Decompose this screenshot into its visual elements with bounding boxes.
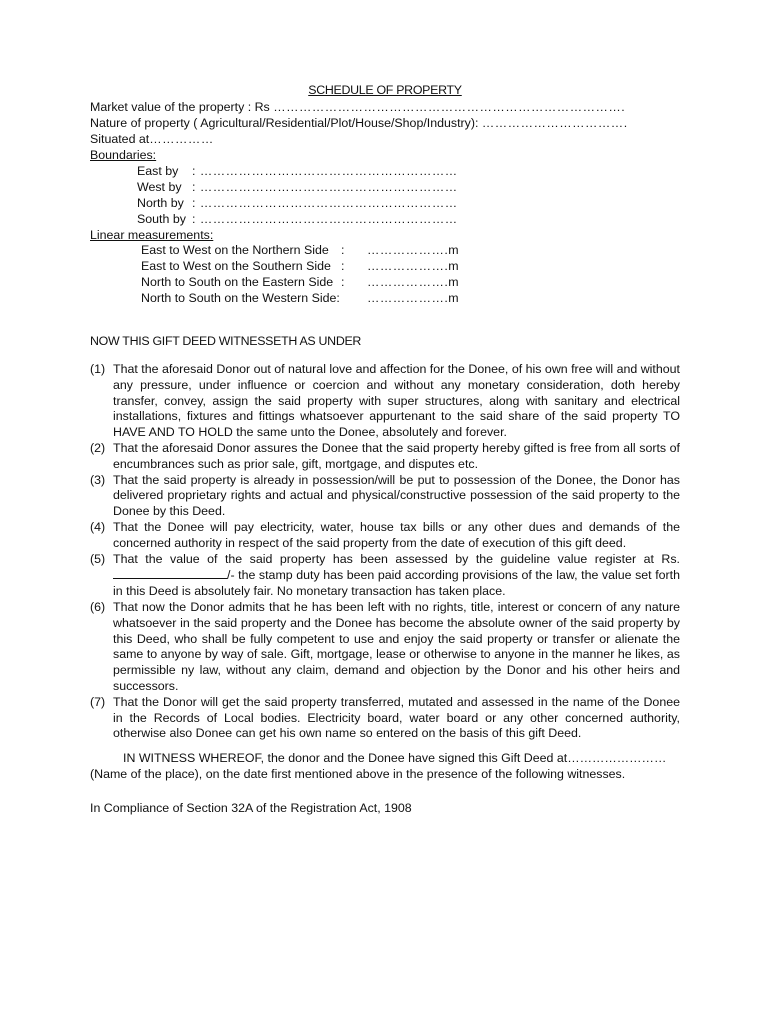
boundary-east-value: : …………………………………………………… (192, 164, 458, 178)
clause-5 (90, 552, 680, 600)
situated-blank: …………… (149, 132, 214, 146)
compliance-note: In Compliance of Section 32A of the Registration Act, 1908 (90, 801, 412, 815)
clause-7 (90, 695, 680, 742)
market-value-line (90, 100, 625, 116)
market-value-label: Market value of the property : Rs (90, 100, 270, 114)
clause-text-after-blank: /- the stamp duty has been paid according provisions of the law, the value set forth in this Deed is absolutely fair. No monetary transaction has taken place. (113, 568, 680, 599)
linear-east-side-value: ……………….m (367, 275, 460, 289)
nature-blank: ……………………………. (481, 116, 628, 130)
clause-text: That the said property is already in possession/will be put to possession of the Donee, the Donor has delivered proprietary rights and actual and physical/constructive possession of the said property to the Donee by this Deed. (113, 472, 680, 519)
schedule-title: SCHEDULE OF PROPERTY (308, 83, 462, 97)
linear-measurements-heading: Linear measurements: (90, 228, 214, 242)
witnesseth-heading: NOW THIS GIFT DEED WITNESSETH AS UNDER (90, 334, 362, 348)
linear-west-side-value: ……………….m (367, 291, 460, 305)
boundary-north-label: North by (137, 196, 184, 210)
clause-text: That now the Donor admits that he has been left with no rights, title, interest or concern of any nature whatsoever in the said property and the Donee has become the absolute owner of the said property by this Deed, who shall be fully competent to use and enjoy the said property or transfer or alienate the same to anyone by way of sale. Gift, mortgage, lease or otherwise to anyone in the manner he likes, as permissible ny law, without any claim, demand and objection by the Donor and his other heirs and successors. (113, 599, 680, 693)
nature-label: Nature of property ( Agricultural/Residential/Plot/House/Shop/Industry): (90, 116, 479, 130)
clause-text: That the Donee will pay electricity, water, house tax bills or any other dues and demands of the concerned authority in respect of the said property from the date of execution of this gift deed. (113, 519, 680, 550)
clause-number: (1) (90, 362, 106, 376)
in-witness-text: IN WITNESS WHEREOF, the donor and the Donee have signed this Gift Deed at…………………… (Name of the place), on the date first mentioned above in the presence of the following witnesses. (90, 751, 667, 781)
linear-east-side-colon: : (341, 275, 345, 289)
boundaries-heading: Boundaries: (90, 148, 157, 162)
nature-line (90, 116, 628, 132)
assessed-value-blank (113, 567, 227, 579)
clause-text: That the aforesaid Donor assures the Donee that the said property hereby gifted is free from all sorts of encumbrances such as prior sale, gift, mortgage, and disputes etc. (113, 440, 680, 471)
clause-3 (90, 473, 680, 520)
clause-number: (3) (90, 472, 106, 487)
clause-text: That the aforesaid Donor out of natural love and affection for the Donee, of his own free will and without any pressure, under influence or coercion and without any monetary consideration, doth hereby transfer, convey, assign the said property with super structures, along with sanitary and electrical installations, fixtures and fittings whatsoever appurtenant to the said share of the said property TO HAVE AND TO HOLD the same unto the Donee, absolutely and forever. (113, 362, 680, 440)
in-witness-paragraph (90, 751, 680, 783)
situated-line (90, 132, 214, 148)
boundary-south-value: : …………………………………………………… (192, 212, 458, 226)
clause-number: (6) (90, 599, 106, 614)
boundary-west-label: West by (137, 180, 182, 194)
linear-north-side-value: ……………….m (367, 243, 460, 257)
linear-south-side-value: ……………….m (367, 259, 460, 273)
linear-east-side-label: North to South on the Eastern Side (141, 275, 334, 289)
linear-north-side-colon: : (341, 243, 345, 257)
linear-south-side-colon: : (341, 259, 345, 273)
clause-2 (90, 441, 680, 473)
clause-6 (90, 600, 680, 695)
clause-number: (5) (90, 551, 106, 566)
clause-1 (90, 362, 680, 441)
linear-west-side-label: North to South on the Western Side: (141, 291, 340, 305)
clause-4 (90, 520, 680, 552)
clause-number: (7) (90, 694, 106, 709)
situated-label: Situated at (90, 132, 150, 146)
boundary-east-label: East by (137, 164, 179, 178)
clause-list (90, 362, 680, 742)
clause-number: (4) (90, 519, 106, 534)
boundary-west-value: : …………………………………………………… (192, 180, 458, 194)
boundary-south-label: South by (137, 212, 186, 226)
boundary-north-value: : …………………………………………………… (192, 196, 458, 210)
linear-north-side-label: East to West on the Northern Side (141, 243, 329, 257)
clause-text: That the Donor will get the said property transferred, mutated and assessed in the name of the Donee in the Records of Local bodies. Electricity board, water board or any other concerned authority, otherwise also Donee can get his own name so entered on the basis of this gift Deed. (113, 694, 680, 741)
clause-text-before-blank: That the value of the said property has been assessed by the guideline value register at Rs. (113, 551, 680, 566)
clause-number: (2) (90, 440, 106, 455)
market-value-blank: ………………………………………………………………………. (273, 100, 626, 114)
linear-south-side-label: East to West on the Southern Side (141, 259, 331, 273)
